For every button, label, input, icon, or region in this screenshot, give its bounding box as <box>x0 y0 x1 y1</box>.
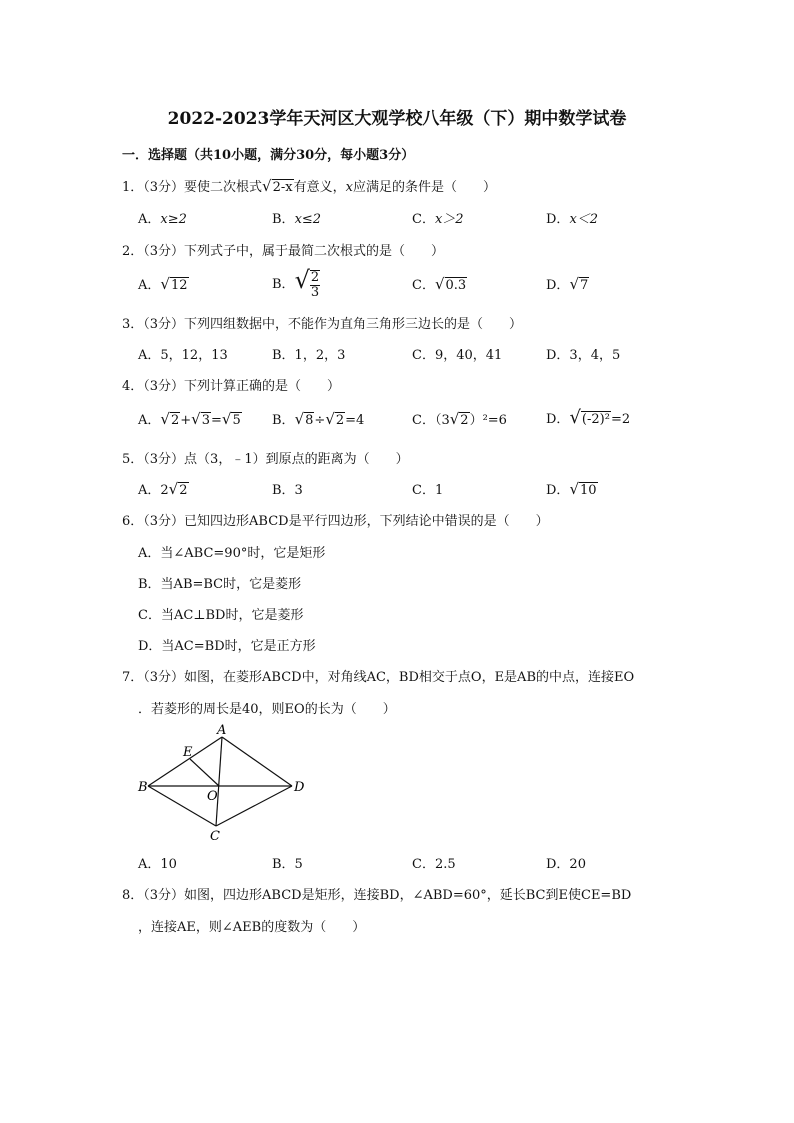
sqrt-7: √7 <box>569 275 589 293</box>
q6-option-b: B．当AB=BC时，它是菱形 <box>138 577 302 592</box>
q1-b-label: B． <box>272 212 295 227</box>
sqrt-two-thirds: √ $\frac{2}{3}$ <box>294 266 320 300</box>
q2-d-radicand: 7 <box>580 278 589 293</box>
q1-post2: 应满足的条件是（ ） <box>352 180 496 195</box>
q4-option-c <box>412 409 507 428</box>
q4-b-r2: 2 <box>335 413 345 428</box>
q1-c-label: C． <box>412 212 435 227</box>
q2-b-numerator: 2 <box>310 269 320 285</box>
q5-d-label: D． <box>546 483 570 498</box>
q7-option-b: B．5 <box>272 857 303 872</box>
question-7-line-2: ．若菱形的周长是40，则EO的长为（ ） <box>138 702 396 717</box>
q3-option-b: B．1，2，3 <box>272 348 346 363</box>
q4-d-label: D． <box>546 412 570 427</box>
sqrt-2: √2 <box>160 410 180 428</box>
page-title: 2022-2023学年天河区大观学校八年级（下）期中数学试卷 <box>167 109 627 129</box>
q4-c-r: 2 <box>460 413 469 428</box>
q2-c-label: C． <box>412 278 435 293</box>
sqrt-2-minus-x: √2-x <box>262 177 293 195</box>
q7-option-d: D．20 <box>546 857 586 872</box>
side-dc <box>216 786 292 826</box>
q2-option-c <box>412 274 467 293</box>
q2-option-b <box>272 266 320 300</box>
q1-d-label: D． <box>546 212 570 227</box>
rhombus-figure <box>130 722 320 844</box>
sqrt-10: √10 <box>569 480 597 498</box>
question-4: 4．（3分）下列计算正确的是（ ） <box>122 379 341 394</box>
sqrt-2c: √2 <box>449 410 469 428</box>
q1-d-value: x＜2 <box>569 212 599 227</box>
q5-option-c: C．1 <box>412 483 444 498</box>
q1-b-value: x≤2 <box>294 212 322 227</box>
q6-option-c: C．当AC⊥BD时，它是菱形 <box>138 608 304 623</box>
q5-a-label: A．2 <box>138 483 169 498</box>
segment-eo <box>190 759 219 786</box>
q1-a-value: x≥2 <box>160 212 187 227</box>
q4-c-eq: ）²=6 <box>469 413 507 428</box>
question-5: 5．（3分）点（3，﹣1）到原点的距离为（ ） <box>122 452 409 467</box>
q5-d-r: 10 <box>580 483 597 498</box>
question-1 <box>122 176 496 195</box>
q7-option-a: A．10 <box>138 857 177 872</box>
section-heading: 一．选择题（共10小题，满分30分，每小题3分） <box>122 148 415 163</box>
q6-option-a: A．当∠ABC=90°时，它是矩形 <box>138 546 326 561</box>
q2-c-radicand: 0.3 <box>445 278 467 293</box>
sqrt-3: √3 <box>191 410 210 428</box>
q4-a-eq: = <box>210 413 222 428</box>
q4-option-a <box>138 409 242 428</box>
q3-option-a: A．5，12，13 <box>138 348 228 363</box>
q4-option-b <box>272 409 364 428</box>
question-8-line-1: 8．（3分）如图，四边形ABCD是矩形，连接BD，∠ABD=60°，延长BC到E使CE=BD <box>122 888 632 903</box>
label-d: D <box>294 780 305 795</box>
q1-option-c <box>412 208 464 227</box>
label-c: C <box>210 829 220 844</box>
q4-d-r: (-2)² <box>581 412 610 427</box>
q2-d-label: D． <box>546 278 570 293</box>
question-6: 6．（3分）已知四边形ABCD是平行四边形，下列结论中错误的是（ ） <box>122 514 549 529</box>
q2-option-a <box>138 274 189 293</box>
q4-a-plus: + <box>180 413 192 428</box>
q4-b-eq: =4 <box>345 413 365 428</box>
q2-a-radicand: 12 <box>170 278 188 293</box>
q1-a-label: A． <box>138 212 161 227</box>
q2-option-d <box>546 274 589 293</box>
sqrt-12: √12 <box>160 275 188 293</box>
question-7-line-1: 7．（3分）如图，在菱形ABCD中，对角线AC，BD相交于点O，E是AB的中点，连接EO <box>122 670 635 685</box>
sqrt-0-3: √0.3 <box>434 275 467 293</box>
sqrt-2-q5: √2 <box>168 480 188 498</box>
sqrt-2b: √2 <box>325 410 345 428</box>
label-e: E <box>183 745 193 760</box>
label-a: A <box>217 723 227 738</box>
q4-a-r1: 2 <box>170 413 180 428</box>
q1-option-a <box>138 208 187 227</box>
label-b: B <box>138 780 148 795</box>
q4-d-eq: =2 <box>610 412 631 427</box>
sqrt-8: √8 <box>294 410 314 428</box>
diagonal-ac <box>216 737 222 826</box>
side-cb <box>148 786 216 826</box>
q1-post1: 有意义， <box>293 180 346 195</box>
q4-option-d <box>546 407 630 428</box>
q5-a-r: 2 <box>179 483 188 498</box>
question-3: 3．（3分）下列四组数据中，不能作为直角三角形三边长的是（ ） <box>122 317 523 332</box>
q3-option-c: C．9，40，41 <box>412 348 503 363</box>
sqrt-neg2-squared: √(-2)² <box>569 407 610 428</box>
q1-option-d <box>546 208 598 227</box>
q1-option-b <box>272 208 321 227</box>
q3-option-d: D．3，4，5 <box>546 348 621 363</box>
q2-b-denominator: 3 <box>310 284 320 300</box>
q4-c-label: C．（3 <box>412 413 450 428</box>
q1-prefix: 1．（3分）要使二次根式 <box>122 180 263 195</box>
side-ad <box>222 737 292 786</box>
sqrt-5: √5 <box>221 410 241 428</box>
label-o: O <box>207 789 218 804</box>
question-2: 2．（3分）下列式子中，属于最简二次根式的是（ ） <box>122 244 445 259</box>
q4-a-label: A． <box>138 413 161 428</box>
q2-a-label: A． <box>138 278 161 293</box>
q6-option-d: D．当AC=BD时，它是正方形 <box>138 639 316 654</box>
q1-radicand: 2-x <box>272 180 293 195</box>
q5-option-d <box>546 479 598 498</box>
q5-option-b: B．3 <box>272 483 303 498</box>
q7-option-c: C．2.5 <box>412 857 456 872</box>
q2-b-label: B． <box>272 277 295 292</box>
question-8-line-2: ，连接AE，则∠AEB的度数为（ ） <box>138 920 366 935</box>
q4-b-div: ÷ <box>314 413 326 428</box>
q5-option-a <box>138 479 189 498</box>
q1-var: x <box>345 180 353 195</box>
q4-b-label: B． <box>272 413 295 428</box>
q4-b-r1: 8 <box>305 413 314 428</box>
q4-a-r2: 3 <box>201 413 210 428</box>
q1-c-value: x＞2 <box>434 212 464 227</box>
q4-a-r3: 5 <box>232 413 241 428</box>
